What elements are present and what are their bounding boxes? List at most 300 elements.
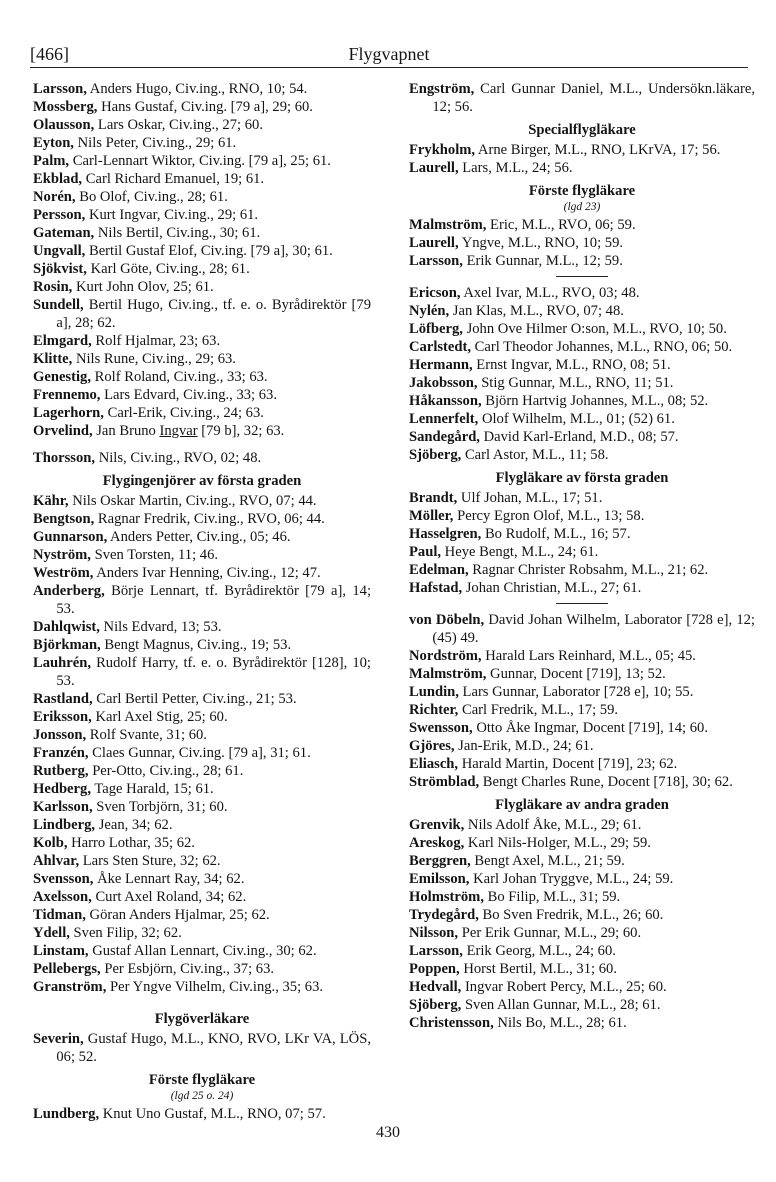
entry-details: [79 b], 32; 63.: [197, 423, 285, 439]
entry-surname: Svensson,: [33, 871, 94, 887]
entry: [409, 428, 755, 446]
entry-details: Lars Oskar, Civ.ing., 27; 60.: [94, 117, 263, 133]
entry-details: Otto Åke Ingmar, Docent [719], 14; 60.: [472, 720, 708, 736]
entry-details: Lars Gunnar, Laborator [728 e], 10; 55.: [458, 684, 694, 700]
entry-surname: Möller,: [409, 508, 454, 524]
entry: [33, 492, 371, 510]
entry-surname: Sjöberg,: [409, 997, 462, 1013]
entry: [33, 188, 371, 206]
entry-surname: Larsson,: [33, 81, 87, 97]
entry-details: Per Yngve Vilhelm, Civ.ing., 35; 63.: [106, 979, 324, 995]
entry-details: Kurt Ingvar, Civ.ing., 29; 61.: [85, 207, 259, 223]
entry-surname: Rastland,: [33, 691, 93, 707]
entry: [33, 404, 371, 422]
entry: [33, 798, 371, 816]
entry-surname: Richter,: [409, 702, 459, 718]
section-heading: Förste flygläkare: [528, 183, 636, 199]
page-number: [466]: [30, 44, 69, 64]
entry-surname: Ekblad,: [33, 171, 83, 187]
entry-surname: Linstam,: [33, 943, 89, 959]
entry-surname: Swensson,: [409, 720, 473, 736]
entry-details: Bo Olof, Civ.ing., 28; 61.: [75, 189, 228, 205]
entry-details: Harald Martin, Docent [719], 23; 62.: [458, 756, 678, 772]
entry-surname: Lennerfelt,: [409, 411, 479, 427]
entry: [33, 564, 371, 582]
entry: [33, 116, 371, 134]
entry-surname: Hafstad,: [409, 580, 463, 596]
entry-details: Jan Klas, M.L., RVO, 07; 48.: [449, 303, 624, 319]
entry: [33, 449, 371, 467]
entry: [33, 1105, 371, 1123]
entry-surname: Löfberg,: [409, 321, 463, 337]
entry-surname: Nilsson,: [409, 925, 459, 941]
divider: [556, 603, 608, 604]
entry-details: Nils Bertil, Civ.ing., 30; 61.: [94, 225, 261, 241]
entry: [409, 141, 755, 159]
divider: [556, 276, 608, 277]
entry-surname: Granström,: [33, 979, 107, 995]
entry-list: [409, 816, 755, 1032]
entry-surname: Severin,: [33, 1031, 84, 1047]
entry-surname: Weström,: [33, 565, 94, 581]
entry-details: Anders Petter, Civ.ing., 05; 46.: [107, 529, 291, 545]
entry-surname: Axelsson,: [33, 889, 92, 905]
right-column: [409, 80, 755, 1032]
entry-details: Tage Harald, 15; 61.: [90, 781, 214, 797]
entry-details: Bengt Axel, M.L., 21; 59.: [470, 853, 625, 869]
entry-list: [409, 284, 755, 464]
entry-list: [33, 492, 371, 996]
entry: [33, 636, 371, 654]
entry-surname: Hermann,: [409, 357, 473, 373]
entry-details: Carl Gunnar Daniel, M.L., Undersökn.läkare, 12; 56.: [432, 81, 755, 115]
section-heading: Specialflygläkare: [528, 122, 636, 138]
entry-surname: Frykholm,: [409, 142, 476, 158]
entry-details: Karl Göte, Civ.ing., 28; 61.: [86, 261, 250, 277]
entry: [409, 561, 755, 579]
entry-details: Rolf Hjalmar, 23; 63.: [91, 333, 221, 349]
entry-details: Björn Hartvig Johannes, M.L., 08; 52.: [481, 393, 709, 409]
entry-surname: Poppen,: [409, 961, 460, 977]
entry-surname: Grenvik,: [409, 817, 465, 833]
entry-details: Gustaf Hugo, M.L., KNO, RVO, LKr VA, LÖS, 06; 52.: [56, 1031, 371, 1065]
entry-surname: Mossberg,: [33, 99, 98, 115]
spacer: [33, 440, 371, 449]
entry-surname: Rosin,: [33, 279, 73, 295]
entry-surname: Ydell,: [33, 925, 70, 941]
entry-details: Nils Peter, Civ.ing., 29; 61.: [73, 135, 237, 151]
entry-details: Horst Bertil, M.L., 31; 60.: [459, 961, 617, 977]
entry: [33, 224, 371, 242]
entry: [33, 942, 371, 960]
entry-surname: von Döbeln,: [409, 612, 485, 628]
entry-surname: Nordström,: [409, 648, 482, 664]
entry: [33, 350, 371, 368]
entry: [409, 665, 755, 683]
entry-details: Per-Otto, Civ.ing., 28; 61.: [88, 763, 244, 779]
entry-details: Sven Filip, 32; 62.: [69, 925, 182, 941]
entry-details: Rolf Roland, Civ.ing., 33; 63.: [90, 369, 268, 385]
entry-surname: Gjöres,: [409, 738, 455, 754]
entry-list: [409, 611, 755, 791]
section-heading: Flygläkare av första graden: [495, 470, 669, 486]
entry: [33, 834, 371, 852]
entry: [33, 924, 371, 942]
entry: [409, 356, 755, 374]
entry-details: Gustaf Allan Lennart, Civ.ing., 30; 62.: [88, 943, 317, 959]
entry: [33, 852, 371, 870]
entry-details: Heye Bengt, M.L., 24; 61.: [441, 544, 599, 560]
entry-surname: Norén,: [33, 189, 76, 205]
entry-surname: Nyström,: [33, 547, 91, 563]
entry-details: John Ove Hilmer O:son, M.L., RVO, 10; 50.: [462, 321, 727, 337]
entry-surname: Tidman,: [33, 907, 86, 923]
entry: [409, 737, 755, 755]
entry-details: Erik Georg, M.L., 24; 60.: [462, 943, 616, 959]
entry-surname: Björkman,: [33, 637, 101, 653]
entry: [33, 618, 371, 636]
entry-details: Johan Christian, M.L., 27; 61.: [462, 580, 642, 596]
entry-details: Carl Astor, M.L., 11; 58.: [461, 447, 609, 463]
entry-details: Harald Lars Reinhard, M.L., 05; 45.: [481, 648, 696, 664]
folio-number: 430: [376, 1124, 400, 1141]
entry-surname: Berggren,: [409, 853, 471, 869]
entry-details: Sven Allan Gunnar, M.L., 28; 61.: [461, 997, 661, 1013]
entry-details: Carl Theodor Johannes, M.L., RNO, 06; 50.: [471, 339, 733, 355]
entry-surname: Malmström,: [409, 666, 487, 682]
entry-details: Arne Birger, M.L., RNO, LKrVA, 17; 56.: [475, 142, 721, 158]
entry: [409, 834, 755, 852]
entry-surname: Laurell,: [409, 160, 459, 176]
entry: [33, 960, 371, 978]
spacer: [33, 996, 371, 1005]
entry: [33, 296, 371, 332]
entry-surname: Laurell,: [409, 235, 459, 251]
entry: [33, 888, 371, 906]
entry-list: [409, 141, 755, 177]
entry-details: Bo Filip, M.L., 31; 59.: [483, 889, 621, 905]
entry-details: Carl Richard Emanuel, 19; 61.: [82, 171, 265, 187]
entry: [409, 579, 755, 597]
entry: [33, 98, 371, 116]
entry: [409, 507, 755, 525]
entry: [409, 159, 755, 177]
entry: [33, 978, 371, 996]
section-heading: Förste flygläkare: [148, 1072, 256, 1088]
entry-details: Nils Adolf Åke, M.L., 29; 61.: [464, 817, 642, 833]
entry-surname: Sandegård,: [409, 429, 480, 445]
entry: [409, 816, 755, 834]
entry-details: Ragnar Fredrik, Civ.ing., RVO, 06; 44.: [94, 511, 325, 527]
entry-surname: Thorsson,: [33, 450, 96, 466]
entry-details: Gunnar, Docent [719], 13; 52.: [486, 666, 666, 682]
entry-surname: Strömblad,: [409, 774, 480, 790]
entry-details: Per Esbjörn, Civ.ing., 37; 63.: [100, 961, 275, 977]
entry-details: Anders Hugo, Civ.ing., RNO, 10; 54.: [86, 81, 308, 97]
entry-details: Bertil Gustaf Elof, Civ.ing. [79 a], 30; 61.: [85, 243, 333, 259]
entry: [409, 320, 755, 338]
entry-details: Eric, M.L., RVO, 06; 59.: [486, 217, 636, 233]
entry-surname: Gateman,: [33, 225, 95, 241]
entry: [409, 338, 755, 356]
entry: [33, 134, 371, 152]
entry: [409, 284, 755, 302]
entry-details: Karl Nils-Holger, M.L., 29; 59.: [464, 835, 651, 851]
entry: [409, 489, 755, 507]
entry-surname: Franzén,: [33, 745, 89, 761]
entry: [33, 546, 371, 564]
entry: [33, 152, 371, 170]
section-heading: Flygläkare av andra graden: [495, 797, 669, 813]
entry-details: Carl-Lennart Wiktor, Civ.ing. [79 a], 25; 61.: [69, 153, 331, 169]
entry: [33, 690, 371, 708]
entry-details: Hans Gustaf, Civ.ing. [79 a], 29; 60.: [97, 99, 313, 115]
entry-surname: Klitte,: [33, 351, 73, 367]
entry: [409, 996, 755, 1014]
entry-details: David Karl-Erland, M.D., 08; 57.: [479, 429, 679, 445]
entry-surname: Ericson,: [409, 285, 461, 301]
entry-details: Rudolf Harry, tf. e. o. Byrådirektör [128], 10; 53.: [56, 655, 371, 689]
entry-surname: Hasselgren,: [409, 526, 482, 542]
entry-details: Nils Oskar Martin, Civ.ing., RVO, 07; 44.: [68, 493, 317, 509]
entry-details: Ragnar Christer Robsahm, M.L., 21; 62.: [468, 562, 709, 578]
entry-surname: Jonsson,: [33, 727, 87, 743]
entry-details: Lars Sten Sture, 32; 62.: [79, 853, 221, 869]
entry: [409, 446, 755, 464]
entry-details: Åke Lennart Ray, 34; 62.: [93, 871, 245, 887]
entry-surname: Orvelind,: [33, 423, 93, 439]
entry: [409, 80, 755, 116]
entry: [33, 870, 371, 888]
entry-details: Jean, 34; 62.: [95, 817, 173, 833]
entry-details: Göran Anders Hjalmar, 25; 62.: [85, 907, 270, 923]
section-heading: Flygöverläkare: [154, 1011, 250, 1027]
entry-details: Stig Gunnar, M.L., RNO, 11; 51.: [477, 375, 674, 391]
entry-details: Ingvar Robert Percy, M.L., 25; 60.: [461, 979, 667, 995]
entry-details: Carl Fredrik, M.L., 17; 59.: [458, 702, 619, 718]
entry: [33, 422, 371, 440]
entry-surname: Hedvall,: [409, 979, 462, 995]
entry-surname: Larsson,: [409, 253, 463, 269]
entry-details: Sven Torbjörn, 31; 60.: [92, 799, 228, 815]
entry: [409, 906, 755, 924]
entry-surname: Frennemo,: [33, 387, 101, 403]
entry-surname: Holmström,: [409, 889, 484, 905]
entry-surname: Emilsson,: [409, 871, 470, 887]
entry: [33, 654, 371, 690]
entry: [33, 242, 371, 260]
entry: [33, 368, 371, 386]
left-column: [33, 80, 371, 1123]
entry-details: Yngve, M.L., RNO, 10; 59.: [458, 235, 624, 251]
entry-surname: Elmgard,: [33, 333, 92, 349]
entry: [409, 888, 755, 906]
entry: [33, 386, 371, 404]
entry: [33, 744, 371, 762]
section-subheading: (lgd 25 o. 24): [170, 1090, 234, 1102]
entry-surname: Hedberg,: [33, 781, 91, 797]
entry-surname: Lauhrén,: [33, 655, 91, 671]
entry: [409, 942, 755, 960]
entry-surname: Brandt,: [409, 490, 458, 506]
entry-details: Knut Uno Gustaf, M.L., RNO, 07; 57.: [99, 1106, 326, 1122]
section-heading: Flygingenjörer av första graden: [102, 473, 302, 489]
entry-surname: Jakobsson,: [409, 375, 478, 391]
entry: [409, 374, 755, 392]
page-header: [30, 44, 748, 66]
entry-surname: Edelman,: [409, 562, 469, 578]
entry-details: Sven Torsten, 11; 46.: [90, 547, 219, 563]
entry-details: Axel Ivar, M.L., RVO, 03; 48.: [460, 285, 640, 301]
entry: [33, 206, 371, 224]
entry-surname: Sundell,: [33, 297, 84, 313]
entry-details: Nils Rune, Civ.ing., 29; 63.: [72, 351, 236, 367]
entry-surname: Lundberg,: [33, 1106, 100, 1122]
entry: [409, 647, 755, 665]
entry: [409, 216, 755, 234]
entry-list: [409, 216, 755, 270]
entry-surname: Eliasch,: [409, 756, 459, 772]
entry-details: Per Erik Gunnar, M.L., 29; 60.: [458, 925, 642, 941]
entry-surname: Larsson,: [409, 943, 463, 959]
entry: [409, 683, 755, 701]
entry-surname: Genestig,: [33, 369, 91, 385]
entry: [33, 528, 371, 546]
entry-surname: Rutberg,: [33, 763, 89, 779]
entry: [409, 701, 755, 719]
entry: [33, 510, 371, 528]
entry: [409, 234, 755, 252]
entry-surname: Bengtson,: [33, 511, 95, 527]
entry-surname: Dahlqwist,: [33, 619, 100, 635]
entry-details: Percy Egron Olof, M.L., 13; 58.: [453, 508, 645, 524]
entry-details: Bengt Magnus, Civ.ing., 19; 53.: [100, 637, 292, 653]
entry-details: Anders Ivar Henning, Civ.ing., 12; 47.: [93, 565, 321, 581]
entry-details: David Johan Wilhelm, Laborator [728 e], 12; (45) 49.: [432, 612, 755, 646]
entry-surname: Sjökvist,: [33, 261, 87, 277]
entry: [409, 924, 755, 942]
entry: [33, 780, 371, 798]
entry-details: Carl Bertil Petter, Civ.ing., 21; 53.: [92, 691, 297, 707]
entry: [409, 525, 755, 543]
entry-details: Harro Lothar, 35; 62.: [67, 835, 195, 851]
entry-surname: Lundin,: [409, 684, 459, 700]
entry-details: Erik Gunnar, M.L., 12; 59.: [462, 253, 623, 269]
entry-details: Jan Bruno: [92, 423, 160, 439]
entry: [409, 978, 755, 996]
entry-surname: Eriksson,: [33, 709, 92, 725]
entry-surname: Gunnarson,: [33, 529, 108, 545]
entry: [33, 816, 371, 834]
entry-surname: Areskog,: [409, 835, 465, 851]
entry-details: Lars Edvard, Civ.ing., 33; 63.: [100, 387, 278, 403]
entry: [33, 80, 371, 98]
entry-details: Nils Bo, M.L., 28; 61.: [493, 1015, 627, 1031]
entry-details: Nils, Civ.ing., RVO, 02; 48.: [95, 450, 262, 466]
entry-details: Curt Axel Roland, 34; 62.: [91, 889, 247, 905]
entry-surname: Paul,: [409, 544, 442, 560]
entry: [409, 852, 755, 870]
entry-details: Ernst Ingvar, M.L., RNO, 08; 51.: [472, 357, 671, 373]
entry-details: Rolf Svante, 31; 60.: [86, 727, 207, 743]
entry-details: Börje Lennart, tf. Byrådirektör [79 a], 14; 53.: [56, 583, 371, 617]
entry-surname: Olausson,: [33, 117, 95, 133]
entry-surname: Lindberg,: [33, 817, 96, 833]
entry: [33, 170, 371, 188]
entry: [33, 762, 371, 780]
entry-surname: Nylén,: [409, 303, 450, 319]
entry: [409, 960, 755, 978]
entry-details: Karl Axel Stig, 25; 60.: [91, 709, 228, 725]
entry: [409, 252, 755, 270]
entry-surname: Sjöberg,: [409, 447, 462, 463]
entry-details: Lars, M.L., 24; 56.: [458, 160, 573, 176]
entry-details: Bengt Charles Rune, Docent [718], 30; 62.: [479, 774, 733, 790]
entry: [33, 906, 371, 924]
entry-details: Nils Edvard, 13; 53.: [99, 619, 222, 635]
entry-surname: Carlstedt,: [409, 339, 472, 355]
entry-surname: Kähr,: [33, 493, 69, 509]
entry-surname: Pellebergs,: [33, 961, 101, 977]
entry-details: Bo Rudolf, M.L., 16; 57.: [481, 526, 631, 542]
entry: [409, 719, 755, 737]
entry-details-underlined: Ingvar: [159, 423, 198, 439]
entry-surname: Anderberg,: [33, 583, 105, 599]
entry-surname: Trydegård,: [409, 907, 479, 923]
entry-surname: Christensson,: [409, 1015, 494, 1031]
entry: [409, 870, 755, 888]
running-title: Flygvapnet: [348, 44, 430, 64]
entry: [409, 611, 755, 647]
entry: [409, 543, 755, 561]
entry-surname: Håkansson,: [409, 393, 482, 409]
entry-surname: Ungvall,: [33, 243, 86, 259]
entry: [409, 410, 755, 428]
entry-surname: Eyton,: [33, 135, 74, 151]
entry: [409, 392, 755, 410]
entry: [33, 332, 371, 350]
entry: [33, 582, 371, 618]
entry-surname: Ahlvar,: [33, 853, 80, 869]
entry: [33, 708, 371, 726]
entry-details: Olof Wilhelm, M.L., 01; (52) 61.: [478, 411, 675, 427]
entry: [409, 773, 755, 791]
entry-surname: Persson,: [33, 207, 86, 223]
section-subheading: (lgd 23): [563, 201, 601, 213]
entry: [33, 278, 371, 296]
header-rule: [30, 67, 748, 68]
entry-details: Bertil Hugo, Civ.ing., tf. e. o. Byrådirektör [79 a], 28; 62.: [56, 297, 371, 331]
entry-surname: Engström,: [409, 81, 475, 97]
entry-details: Carl-Erik, Civ.ing., 24; 63.: [103, 405, 264, 421]
entry-surname: Karlsson,: [33, 799, 93, 815]
entry-details: Bo Sven Fredrik, M.L., 26; 60.: [478, 907, 664, 923]
entry-details: Claes Gunnar, Civ.ing. [79 a], 31; 61.: [88, 745, 311, 761]
entry: [33, 726, 371, 744]
entry-details: Ulf Johan, M.L., 17; 51.: [457, 490, 603, 506]
entry: [33, 260, 371, 278]
entry-surname: Kolb,: [33, 835, 68, 851]
entry: [409, 1014, 755, 1032]
entry-list: [33, 80, 371, 422]
entry-details: Karl Johan Tryggve, M.L., 24; 59.: [469, 871, 674, 887]
entry-surname: Malmström,: [409, 217, 487, 233]
entry-details: Jan-Erik, M.D., 24; 61.: [454, 738, 594, 754]
entry: [409, 755, 755, 773]
entry: [33, 1030, 371, 1066]
entry-list: [409, 489, 755, 597]
entry: [409, 302, 755, 320]
